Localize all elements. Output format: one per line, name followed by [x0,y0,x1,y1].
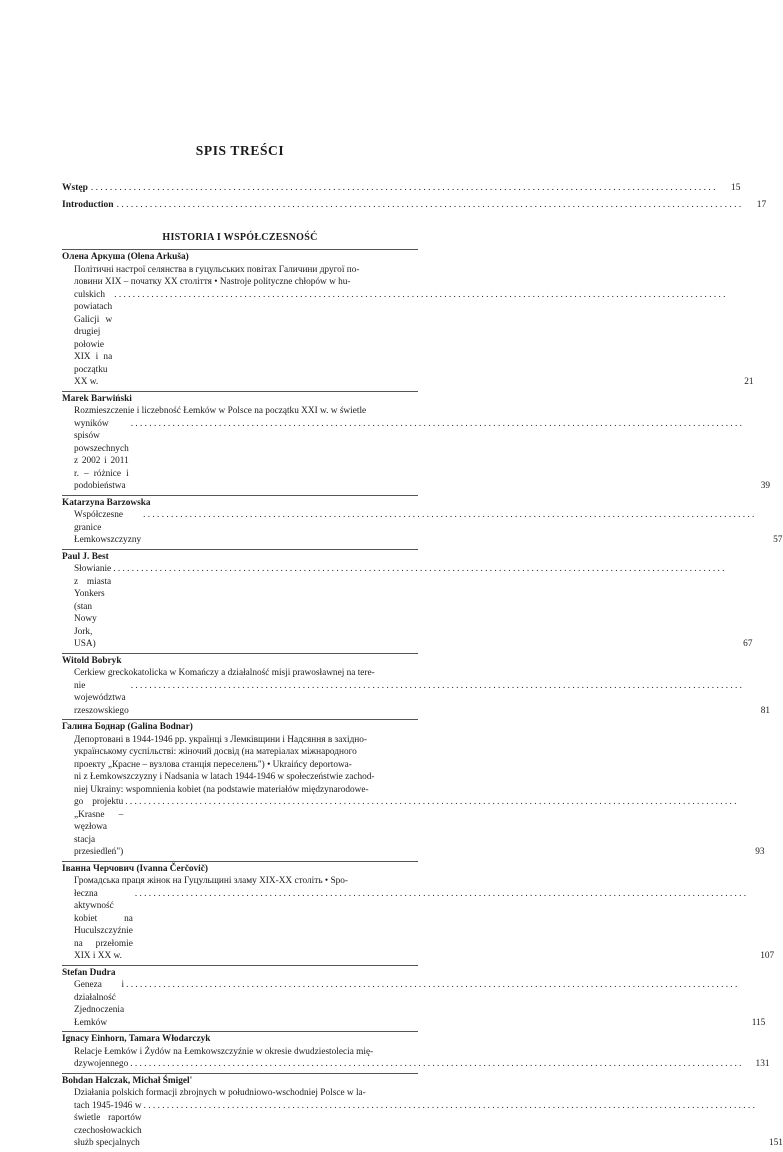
entry-title-line: Działania polskich formacji zbrojnych w południowo-wschodniej Polsce w la- [74,1088,366,1098]
entry-item [62,405,770,493]
entry-title-line: Relacje Łemków i Żydów na Łemkowszczyźnie w okresie dwudziestolecia mię- [74,1046,374,1057]
entry-title [62,405,744,493]
entry-title-last-line [74,888,748,963]
dot-leader [117,197,742,214]
entry-author: Paul J. Best [62,551,109,562]
toc-entry [62,653,771,720]
front-matter-list [62,180,767,214]
entry-title [62,667,744,717]
dot-leader [91,180,716,197]
entry-author: Галина Боднар (Galina Bodnar) [62,722,193,732]
entry-author: Bohdan Halczak, Michał Śmigel' [62,1075,193,1086]
page-number: 17 [756,200,767,210]
dot-leader [130,1058,741,1071]
entry-title-last-line [74,1100,757,1150]
entry-title-last-line [74,1058,744,1071]
entry-item [62,667,771,717]
page-number: 93 [755,847,765,857]
page-number: 57 [773,535,783,545]
toc-entry [62,861,775,965]
entry-item [62,1046,770,1071]
page-number: 21 [744,377,754,387]
entry-item [62,563,753,651]
entry-title-last-line [74,979,739,1029]
page-number: 131 [755,1059,770,1069]
entry-author: Олена Аркуша (Olena Arkuša) [62,252,189,262]
toc-row-wstep [62,180,741,197]
entry-title-last-line [74,289,727,389]
page-number: 151 [768,1138,783,1148]
entry-author: Іванна Черчович (Ivanna Čerčovič) [62,863,208,874]
entry-title-line: Політичні настрої селянства в гуцульських повітах Галичини другої по- [74,264,360,275]
toc-entry [62,249,754,391]
entry-item [62,1087,783,1150]
entry-title-last-line [74,509,756,547]
entry-title [62,1046,744,1071]
dot-leader [131,680,742,693]
entry-title [62,734,739,859]
entry-title-line: nie województwa rzeszowskiego [74,680,129,716]
entry-author: Ignacy Einhorn, Tamara Włodarczyk [62,1034,211,1044]
entry-title [62,1087,757,1150]
entry-title-line: Громадська праця жінок на Гуцульщині зламу XIX-XX століть • Spo- [74,876,349,886]
entry-author: Marek Barwiński [62,393,132,404]
dot-leader [143,509,754,522]
dot-leader [135,888,746,901]
toc-entry [62,549,753,653]
entry-title-last-line [74,563,726,651]
toc-entry [62,495,783,549]
section-heading: HISTORIA I WSPÓŁCZESNOŚĆ [162,232,318,243]
entry-title-line: culskich powiatach Galicji w drugiej połowie XIX i na początku XX w. [74,289,113,387]
entry-item [62,979,766,1029]
dot-leader [125,796,736,809]
entry-title-line: українському суспільстві: жіночий досвід (на матеріалах міжнародного [74,747,357,757]
page-number: 67 [743,639,753,649]
entry-item [62,875,775,963]
entry-title-line: проекту „Красне – вузлова станція переселень") • Ukraińcy deportowa- [74,759,352,770]
entry-item [62,734,765,859]
toc-entry [62,965,766,1032]
entry-title [62,509,756,547]
toc-entry [62,1031,770,1073]
entry-item [62,264,754,389]
entry-title-line: tach 1945-1946 w świetle raportów czechosłowackich służb specjalnych [74,1100,142,1148]
dot-leader [144,1100,755,1113]
entry-title-line: dzywojennego [74,1059,129,1069]
entry-author: Katarzyna Barzowska [62,497,151,508]
entry-title-line: niej Ukrainy: wspomnienia kobiet (na podstawie materiałów międzynarodowe- [74,784,369,795]
dot-leader [114,289,725,302]
dot-leader [113,563,724,576]
dot-leader [131,418,742,431]
toc-row-introduction [62,197,767,214]
entry-title-last-line [74,680,744,718]
page-number: 115 [751,1017,766,1028]
entry-title [62,264,727,389]
entry-title-line: łeczna aktywność kobiet na Huculszczyźnie na przełomie XIX i XX w. [74,888,133,961]
entry-title-line: ni z Łemkowszczyzny i Nadsania w latach 1944-1946 w społeczeństwie zachod- [74,772,375,782]
page-number: 81 [760,705,771,716]
entry-author: Witold Bobryk [62,655,122,666]
entry-title-line: ловини XIX – початку XX століття • Nastroje polityczne chłopów w hu- [74,277,351,287]
entry-title [62,563,726,651]
toc-entry [62,391,770,495]
entry-title-line: Rozmieszczenie i liczebność Łemków w Polsce na początku XXI w. w świetle [74,406,367,416]
entry-item [62,509,783,547]
entry-author: Stefan Dudra [62,967,116,978]
entry-title-line: go projektu „Krasne – węzłowa stacja przesiedleń") [74,797,124,857]
toc-entries [62,249,783,1152]
entry-title [62,979,739,1029]
entry-title-line: Cerkiew greckokatolicka w Komańczy a działalność misji prawosławnej na tere- [74,668,375,678]
dot-leader [126,979,737,992]
page-number: 39 [760,481,770,491]
entry-title-line: Słowianie z miasta Yonkers (stan Nowy Jork, USA) [74,564,112,649]
toc-entry [62,719,765,861]
page-number: 107 [760,951,775,961]
toc-entry [62,1073,783,1152]
toc-label: Wstęp [62,183,88,193]
toc-label: Introduction [62,200,114,210]
page-number: 15 [731,183,741,193]
entry-title-line: wyników spisów powszechnych z 2002 i 2011 r. – różnice i podobieństwa [74,418,129,491]
page-title: SPIS TREŚCI [195,143,285,158]
entry-title [62,875,748,963]
entry-title-last-line [74,796,739,859]
entry-title-last-line [74,418,744,493]
entry-title-line: Депортовані в 1944-1946 рр. українці з Лемківщини і Надсяння в західно- [74,734,368,745]
entry-title-line: Geneza i działalność Zjednoczenia Łemków [74,980,125,1028]
entry-title-line: Współczesne granice Łemkowszczyzny [74,510,142,545]
